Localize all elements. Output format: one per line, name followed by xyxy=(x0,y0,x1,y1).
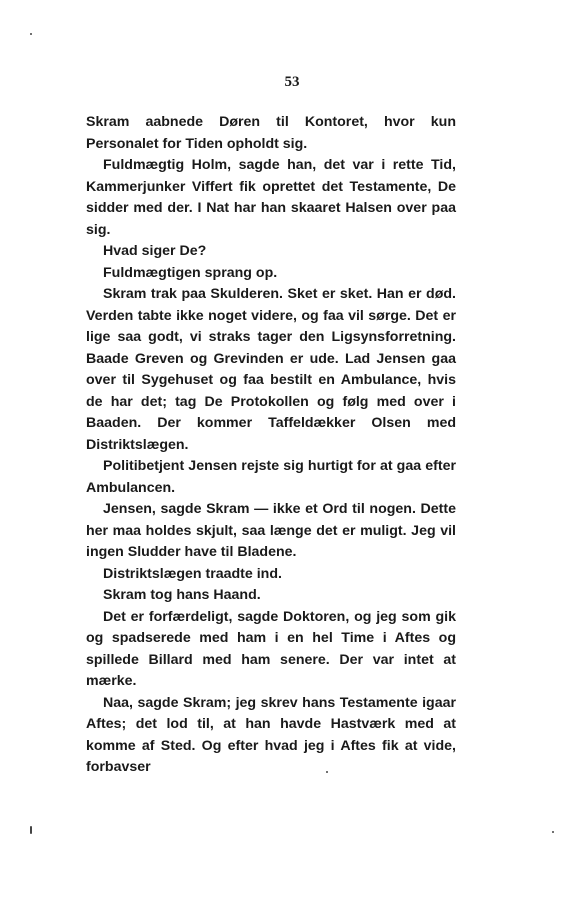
paragraph: Fuldmægtig Holm, sagde han, det var i rette Tid, Kammerjunker Viffert fik oprettet det Testamente, De sidder med der. I Nat har han skaaret Halsen over paa sig. xyxy=(86,157,456,238)
paragraph: Distriktslægen traadte ind. xyxy=(103,565,282,582)
paragraph: Skram trak paa Skulderen. Sket er sket. Han er død. Verden tabte ikke noget videre, og faa vil sørge. Det er lige saa godt, vi straks tager den Ligsynsforretning. Baade Greven og Grevinden er ude. Lad Jensen gaa over til Sygehuset og faa bestilt en Ambulance, hvis de har det; tag De Protokollen og følg med over i Baaden. Der kommer Taffeldækker Olsen med Distriktslægen. xyxy=(86,286,456,453)
paragraph: Jensen, sagde Skram — ikke et Ord til nogen. Dette her maa holdes skjult, saa længe det er muligt. Jeg vil ingen Sludder have til Bladene. xyxy=(86,501,456,560)
paragraph: Hvad siger De? xyxy=(103,243,207,259)
paragraph: Skram tog hans Haand. xyxy=(103,587,261,603)
scan-speck xyxy=(30,33,32,35)
paragraph: Fuldmægtigen sprang op. xyxy=(103,264,278,281)
paragraph: Politibetjent Jensen rejste sig hurtigt for at gaa efter Ambulancen. xyxy=(86,458,456,496)
page-number: 53 xyxy=(284,74,300,90)
scan-speck xyxy=(326,771,328,773)
paragraph: Naa, sagde Skram; jeg skrev hans Testamente igaar Aftes; det lod til, at han havde Hastværk med at komme af Sted. Og efter hvad jeg i Aftes fik at vide, forbavser xyxy=(86,694,456,775)
scan-speck xyxy=(552,831,554,833)
paragraph: Det er forfærdeligt, sagde Doktoren, og jeg som gik og spadserede med ham i en hel Time i Aftes og spillede Billard med ham senere. Der var intet at mærke. xyxy=(86,608,456,689)
paragraph: Skram aabnede Døren til Kontoret, hvor kun Personalet for Tiden opholdt sig. xyxy=(86,114,456,152)
scan-speck xyxy=(30,826,32,834)
body-text xyxy=(86,112,456,779)
